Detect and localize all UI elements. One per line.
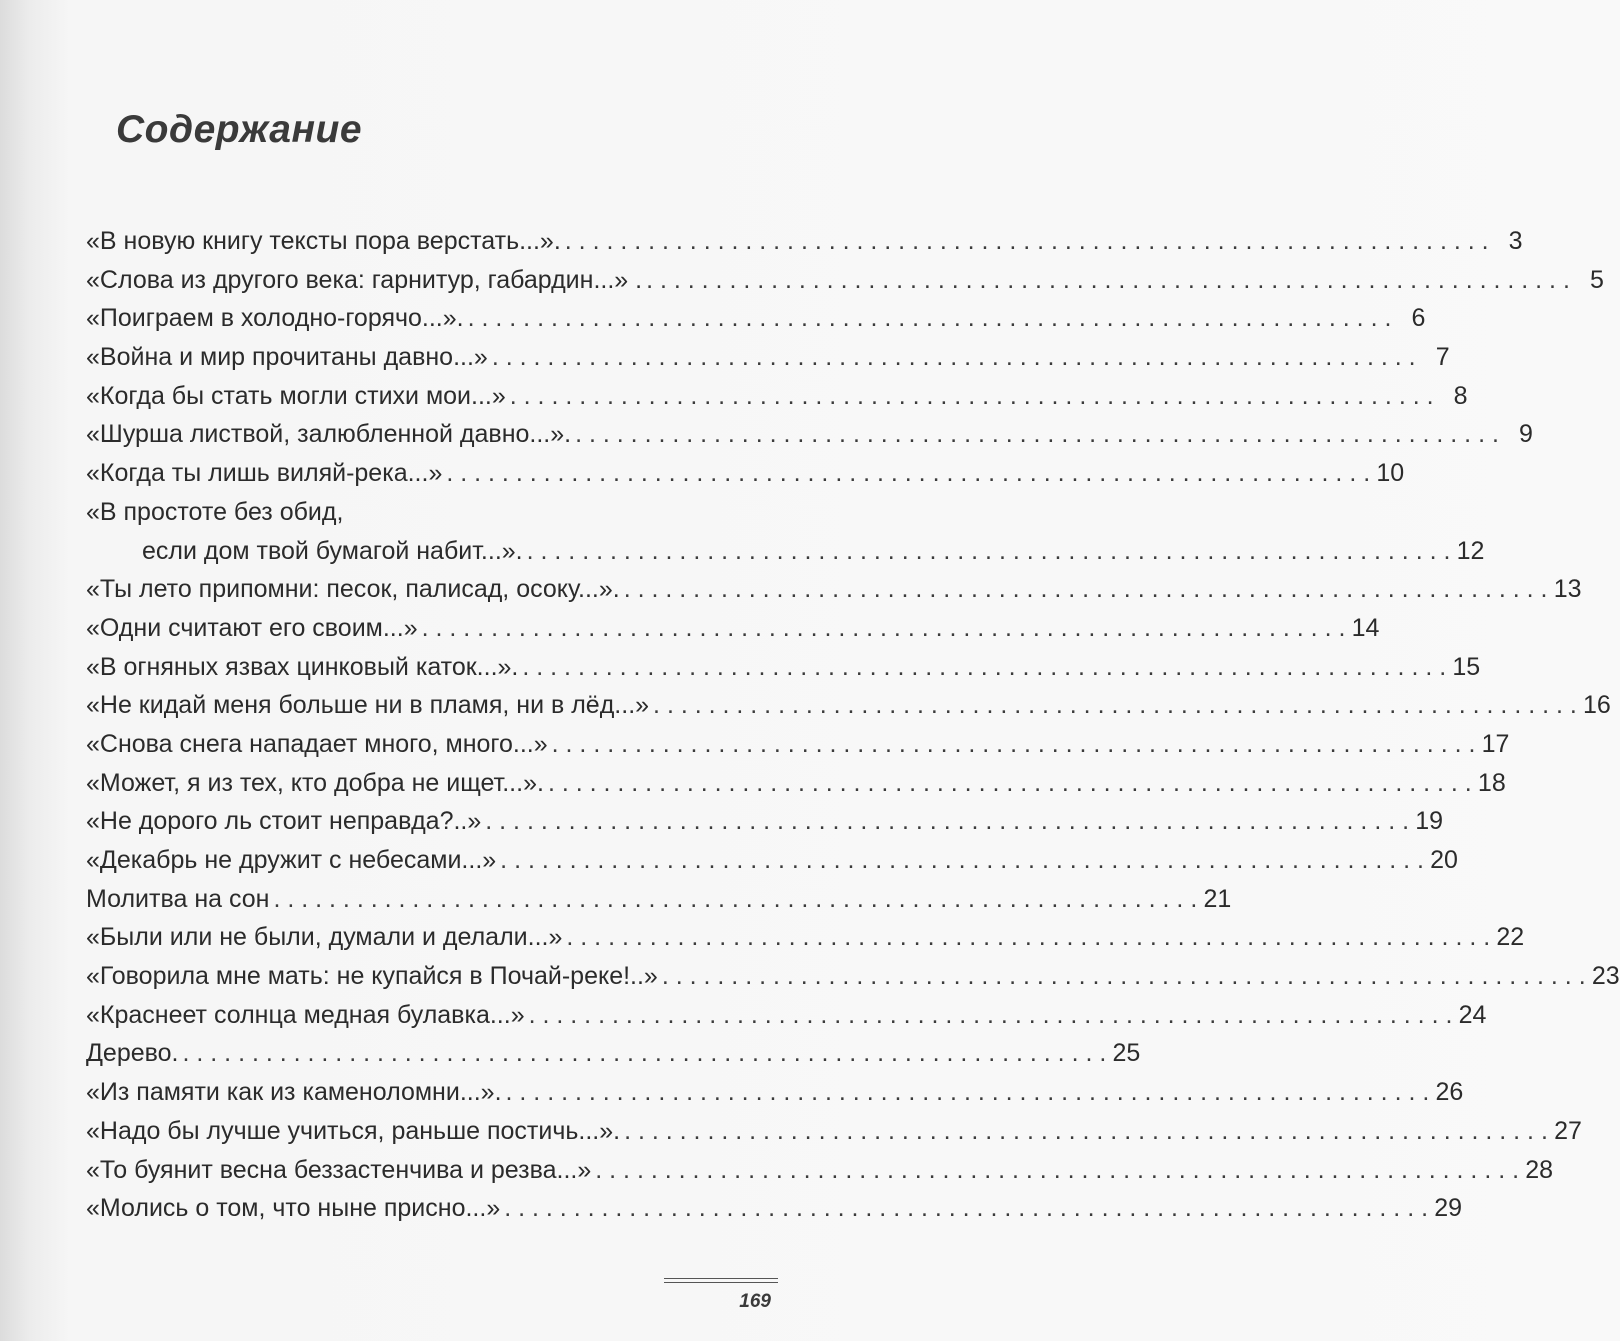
toc-entry-title xyxy=(86,415,571,454)
toc-page-number: 16 xyxy=(1583,691,1611,720)
toc-entry-line: «Декабрь не дружит с небесами...» xyxy=(86,846,497,874)
toc-page-number: 9 xyxy=(1519,420,1533,449)
toc-entry-title xyxy=(86,1073,502,1112)
toc-page-number: 10 xyxy=(1376,459,1405,488)
toc-entry xyxy=(86,609,1380,648)
dot-leader xyxy=(527,532,1451,571)
toc-entry xyxy=(86,648,1481,687)
toc-entry-line: «Когда бы стать могли стихи мои...» xyxy=(86,381,506,410)
toc-entry-line: «Говорила мне мать: не купайся в Почай-реке!..» xyxy=(86,962,658,991)
toc-page-number: 21 xyxy=(1203,884,1232,913)
toc-page-number: 5 xyxy=(1589,265,1604,294)
toc-entry-line: «Ты лето припомни: песок, палисад, осоку...». xyxy=(86,575,620,604)
toc-entry xyxy=(86,1189,1463,1228)
toc-page-number: 22 xyxy=(1496,923,1525,952)
toc-entry-line: «Молись о том, что ныне присно...» xyxy=(86,1194,501,1223)
toc-entry xyxy=(86,454,1405,493)
dot-leader xyxy=(566,918,1490,957)
toc-page-number: 24 xyxy=(1458,1000,1487,1029)
toc-entry-line: «Шурша листвой, залюбленной давно...». xyxy=(86,420,572,449)
toc-entry xyxy=(86,996,1487,1035)
dot-leader xyxy=(468,299,1392,338)
toc-entry xyxy=(86,377,1468,416)
toc-entry-line: «В простоте без обид, xyxy=(86,497,344,526)
toc-entry-line: если дом твой бумагой набит...». xyxy=(142,536,523,565)
toc-page-number: 8 xyxy=(1453,381,1468,410)
toc-entry xyxy=(86,957,1620,996)
toc-entry-title xyxy=(86,377,506,416)
toc-page-number: 15 xyxy=(1452,652,1481,681)
toc-entry-line: «Когда ты лишь виляй-река...» xyxy=(86,459,443,488)
toc-entry-line: «Надо бы лучше учиться, раньше постичь...». xyxy=(86,1116,621,1145)
toc-page-number: 19 xyxy=(1415,807,1444,836)
toc-page-number: 27 xyxy=(1554,1116,1582,1145)
toc-entry xyxy=(86,570,1582,609)
dot-leader xyxy=(500,841,1424,880)
toc-entry-line: Молитва на сон xyxy=(86,884,270,913)
toc-entry-title xyxy=(86,1151,591,1190)
toc-entry-line: «Слова из другого века: гарнитур, габардин...» . xyxy=(86,265,643,294)
toc-entry xyxy=(86,415,1533,454)
toc-entry-line: «Одни считают его своим...» xyxy=(86,613,418,642)
toc-entry-title xyxy=(86,299,464,338)
toc-entry xyxy=(86,802,1444,841)
toc-entry xyxy=(86,725,1510,764)
toc-entry-title xyxy=(86,1034,179,1073)
toc-page-number: 17 xyxy=(1481,729,1510,758)
toc-entry-line: «Может, я из тех, кто добра не ищет...». xyxy=(86,768,544,797)
dot-leader xyxy=(662,957,1586,996)
toc-entry xyxy=(86,880,1232,919)
toc-entry-title xyxy=(86,880,269,919)
dot-leader xyxy=(565,222,1489,261)
toc-entry xyxy=(86,1034,1141,1073)
dot-leader xyxy=(422,609,1346,648)
toc-entry-title xyxy=(86,957,658,996)
toc-page-number: 12 xyxy=(1456,536,1485,565)
page-title: Содержание xyxy=(116,108,363,151)
toc-entry-line: «Снова снега нападает много, много...» xyxy=(86,729,548,758)
page-number: 169 xyxy=(739,1291,771,1312)
toc-entry-line: «Война и мир прочитаны давно...» xyxy=(86,343,488,372)
dot-leader xyxy=(624,1112,1548,1151)
toc-entry-title xyxy=(86,609,418,648)
dot-leader xyxy=(446,454,1370,493)
toc-entry xyxy=(86,338,1450,377)
toc-entry-title xyxy=(86,338,488,377)
toc-entry xyxy=(86,493,1485,570)
dot-leader xyxy=(485,802,1409,841)
toc-entry xyxy=(86,1073,1464,1112)
toc-entry-line: «Не кидай меня больше ни в пламя, ни в лёд...» xyxy=(86,691,650,720)
dot-leader xyxy=(510,377,1434,416)
toc-entry-line: Дерево. xyxy=(86,1039,179,1068)
dot-leader xyxy=(183,1034,1107,1073)
toc-page-number: 13 xyxy=(1553,575,1582,604)
toc-entry-title xyxy=(86,648,518,687)
dot-leader xyxy=(506,1073,1430,1112)
dot-leader xyxy=(504,1189,1428,1228)
toc-entry-title xyxy=(86,686,649,725)
dot-leader xyxy=(552,725,1476,764)
toc-page-number: 3 xyxy=(1508,226,1523,255)
toc-entry-line: «Были или не были, думали и делали...» xyxy=(86,923,563,952)
toc-page-number: 25 xyxy=(1112,1039,1141,1068)
toc-page-number: 26 xyxy=(1435,1078,1464,1107)
toc-page-number: 7 xyxy=(1435,343,1450,372)
toc-entry xyxy=(86,1112,1582,1151)
dot-leader xyxy=(575,415,1499,454)
toc-entry-title xyxy=(86,802,481,841)
toc-page-number: 28 xyxy=(1525,1155,1554,1184)
dot-leader xyxy=(522,648,1446,687)
footer-rule xyxy=(664,1278,778,1283)
dot-leader xyxy=(273,880,1197,919)
toc-entry xyxy=(86,261,1604,300)
toc-entry-title xyxy=(86,493,523,570)
toc-entry xyxy=(86,686,1611,725)
toc-entry-title xyxy=(86,1112,620,1151)
toc-entry-line: «Из памяти как из каменоломни...». xyxy=(86,1078,502,1107)
toc-page-number: 14 xyxy=(1351,613,1380,642)
toc-entry-title xyxy=(86,918,562,957)
toc-entry-line: «В новую книгу тексты пора верстать...». xyxy=(86,226,561,255)
toc-entry-title xyxy=(86,841,496,880)
toc-entry xyxy=(86,299,1426,338)
toc-entry xyxy=(86,222,1523,261)
toc-entry-title xyxy=(86,1189,500,1228)
toc-entry-title xyxy=(86,222,561,261)
toc-page-number: 20 xyxy=(1430,846,1458,874)
toc-page-number: 23 xyxy=(1591,962,1620,991)
toc-entry-title xyxy=(86,261,642,300)
dot-leader xyxy=(529,996,1453,1035)
toc-page-number: 18 xyxy=(1477,768,1506,797)
toc-entry-title xyxy=(86,454,442,493)
table-of-contents xyxy=(86,222,1620,1228)
toc-entry xyxy=(86,841,1458,880)
toc-entry xyxy=(86,918,1525,957)
dot-leader xyxy=(548,764,1472,803)
toc-entry xyxy=(86,1151,1554,1190)
dot-leader xyxy=(595,1151,1519,1190)
toc-entry-line: «Поиграем в холодно-горячо...». xyxy=(86,304,464,333)
toc-entry-line: «То буянит весна беззастенчива и резва...» xyxy=(86,1155,592,1184)
toc-entry-title xyxy=(86,570,620,609)
dot-leader xyxy=(653,686,1577,725)
dot-leader xyxy=(624,570,1548,609)
toc-entry-title xyxy=(86,764,544,803)
toc-entry-line: «Не дорого ль стоит неправда?..» xyxy=(86,807,482,836)
toc-page-number: 29 xyxy=(1434,1194,1463,1223)
dot-leader xyxy=(646,261,1570,300)
toc-page-number: 6 xyxy=(1411,304,1426,333)
toc-entry-title xyxy=(86,725,548,764)
toc-entry xyxy=(86,764,1506,803)
toc-entry-title xyxy=(86,996,525,1035)
toc-entry-line: «В огняных язвах цинковый каток...». xyxy=(86,652,519,681)
dot-leader xyxy=(492,338,1416,377)
toc-entry-line: «Краснеет солнца медная булавка...» xyxy=(86,1000,525,1029)
